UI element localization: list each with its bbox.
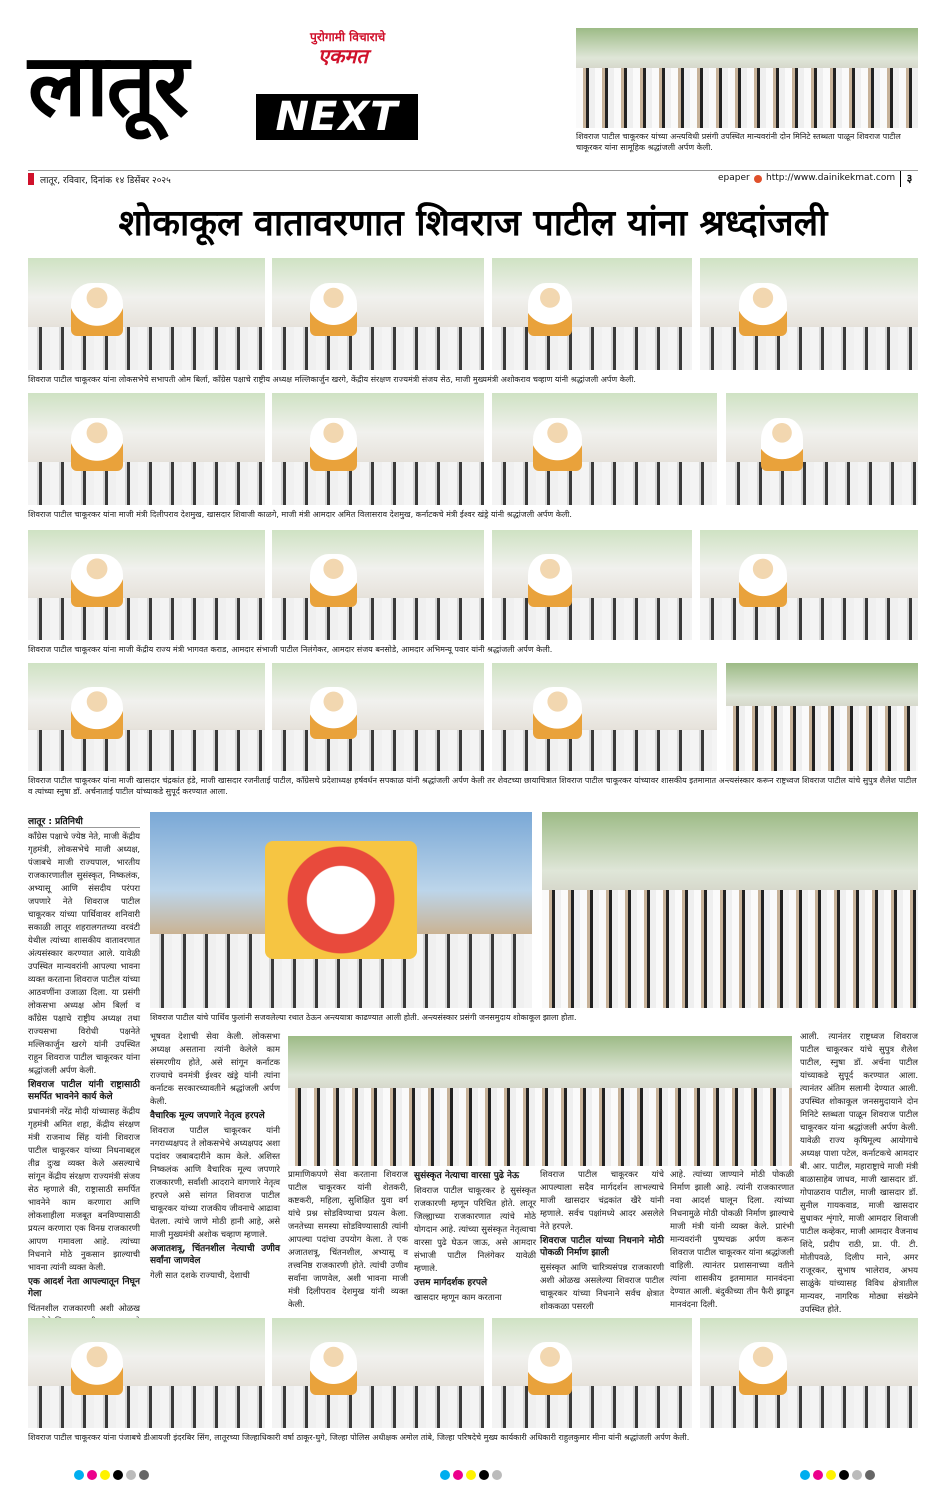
row2-caption: शिवराज पाटील चाकूरकर यांना माजी मंत्री दिलीपराव देशमुख, खासदार शिवाजी काळगे, माजी मंत्री आमदार अमित विलासराव देशमुख, कर्नाटकचे मंत्री ईश्वर खंड्रे यांनी श्रद्धांजली अर्पण केली. <box>28 510 572 519</box>
photo-r4-4 <box>726 663 918 771</box>
photo-r5-3 <box>492 1318 692 1428</box>
photo-r1-3 <box>492 258 692 370</box>
top-photo-mourners <box>576 28 918 128</box>
col6-text: आहे. त्यांच्या जाण्याने मोठी पोकळी निर्माण झाली आहे. त्यांनी राजकारणात नवा आदर्श घालून दिला. त्यांच्या निधनामुळे मोठी पोकळी निर्माण झाल्याचे माजी मंत्री यांनी व्यक्त केले. प्रारंभी मान्यवरांनी पुष्पचक्र अर्पण करून शिवराज पाटील चाकूरकर यांना श्रद्धांजली वाहिली. त्यानंतर प्रशासनाच्या वतीने त्यांना शासकीय इतमामात मानवंदना देण्यात आली. बंदुकीच्या तीन फैरी झाडून मानवंदना दिली. <box>670 1169 794 1309</box>
col4-subhead-1: सुसंस्कृत नेत्याचा वारसा पुढे नेऊ <box>414 1171 520 1181</box>
photo-r3-1 <box>28 530 265 640</box>
date-bar <box>28 170 918 186</box>
photo-r5-1 <box>28 1318 265 1428</box>
photo-r3-2 <box>272 530 484 640</box>
article-col-2 <box>150 1030 280 1280</box>
masthead <box>28 28 558 168</box>
photo-r4-2 <box>272 663 484 771</box>
photo-r3-4 <box>700 530 918 640</box>
col2-text-c: गेली सात दशके राज्याची, देशाची <box>150 1270 250 1280</box>
masthead-brand: एकमत <box>318 44 368 68</box>
registration-marks-right <box>800 1470 880 1482</box>
page-number: ३ <box>900 171 918 187</box>
photo-r5-4 <box>700 1318 918 1428</box>
date-bar-accent <box>28 173 34 185</box>
headline: शोकाकूल वातावरणात शिवराज पाटील यांना श्रध्दांजली <box>118 203 828 244</box>
article-col-6 <box>670 1168 794 1309</box>
photo-r1-2 <box>272 258 484 370</box>
row5-caption: शिवराज पाटील चाकूरकर यांना पंजाबचे डीआयजी इंदरबिर सिंग, लातूरच्या जिल्हाधिकारी वर्षा ठाकूर-घुगे, जिल्हा पोलिस अधीक्षक अमोल तांबे, जिल्हा परिषदेचे मुख्य कार्यकारी अधिकारी राहुलकुमार मीना यांनी श्रद्धांजली अर्पण केली. <box>28 1433 690 1442</box>
col4-text-b: खासदार म्हणून काम करताना <box>414 1292 502 1302</box>
masthead-tagline: पुरोगामी विचाराचे <box>310 30 386 44</box>
col1-subhead-1: शिवराज पाटील यांनी राष्ट्रासाठी समर्पित भावनेने कार्य केले <box>28 1080 140 1102</box>
photo-r1-1 <box>28 258 265 370</box>
article-dateline: लातूर : प्रतिनिधी <box>28 814 140 828</box>
col2-text-b: शिवराज पाटील चाकूरकर यांनी नगराध्यक्षपद ते लोकसभेचे अध्यक्षपद अशा पदांवर जबाबदारीने काम केले. अशिस्त निष्कलंक आणि वैचारिक मूल्य जपणारे राजकारणी, सर्वांशी आदराने वागणारे नेतृत्व हरपले असे सांगत शिवराज पाटील चाकूरकर यांच्या राजकीय जीवनाचे आढावा घेतला. त्यांचे जाणे मोठी हानी आहे, असे माजी मुख्यमंत्री अशोक चव्हाण म्हणाले. <box>150 1125 280 1239</box>
photo-crowd <box>542 812 918 1008</box>
col2-subhead-2: अजातशत्रू, चिंतनशील नेत्याची उणीव सर्वांना जाणवेल <box>150 1244 280 1266</box>
photo-r5-2 <box>272 1318 484 1428</box>
photo-r2-3 <box>492 393 717 505</box>
website-link[interactable]: http://www.dainikekmat.com <box>766 173 896 183</box>
date-line: लातूर, रविवार, दिनांक १४ डिसेंबर २०२५ <box>40 176 171 186</box>
col1-text-b: प्रधानमंत्री नरेंद्र मोदी यांच्यासह केंद्रीय गृहमंत्री अमित शहा, केंद्रीय संरक्षण मंत्री राजनाथ सिंह यांनी शिवराज पाटील चाकूरकर यांच्या निधनाबद्दल तीव्र दुःख व्यक्त केले असल्याचे सांगून केंद्रीय संरक्षण राज्यमंत्री संजय सेठ म्हणाले की, राष्ट्रासाठी समर्पित भावनेने काम करणारा आणि लोकशाहीला मजबूत बनविण्यासाठी प्रयत्न करणारा एक विनम्र राजकारणी आपण गमावला आहे. त्यांच्या निधनाने मोठे नुकसान झाल्याची भावना त्यांनी व्यक्त केली. <box>28 1106 140 1272</box>
row3-caption: शिवराज पाटील चाकूरकर यांना माजी केंद्रीय राज्य मंत्री भागवत कराड, आमदार संभाजी पाटील निलंगेकर, आमदार संजय बनसोडे, आमदार अभिमन्यू पवार यांनी श्रद्धांजली अर्पण केली. <box>28 645 553 654</box>
col5-text-b: सुसंस्कृत आणि चारित्र्यसंपन्न राजकारणी अशी ओळख असलेल्या शिवराज पाटील चाकूरकर यांच्या निधनाने सर्वच क्षेत्रात शोककळा पसरली <box>540 1262 664 1311</box>
photo-r2-2 <box>272 393 484 505</box>
col2-text-a: भूषवत देशाची सेवा केली. लोकसभा अध्यक्ष असताना त्यांनी केलेले काम संस्मरणीय होते, असे सांगून कर्नाटक राज्याचे वनमंत्री ईश्वर खंड्रे यांनी त्यांना कर्नाटक सरकारच्यावतीने श्रद्धांजली अर्पण केली. <box>150 1031 280 1106</box>
photo-procession <box>288 1036 792 1166</box>
article-col-3 <box>288 1168 408 1309</box>
photo-funeral-chariot <box>150 812 532 1008</box>
photo-r3-3 <box>492 530 692 640</box>
epaper-label: epaper <box>718 173 750 183</box>
col2-subhead-1: वैचारिक मूल्य जपणारे नेतृत्व हरपले <box>150 1111 265 1121</box>
photo-r1-4 <box>700 258 918 370</box>
masthead-city: लातूर <box>28 36 187 136</box>
col1-text-c: चिंतनशील राजकारणी अशी ओळख <box>28 1303 140 1313</box>
col7-text: आली. त्यानंतर राष्ट्रध्वज शिवराज पाटील चाकूरकर यांचे सुपुत्र शैलेश पाटील, स्नुषा डॉ. अर्चना पाटील यांच्याकडे सुपूर्द करण्यात आला. त्यानंतर अंतिम सलामी देण्यात आली. उपस्थित शोकाकूल जनसमुदायाने दोन मिनिटे स्तब्धता पाळून शिवराज पाटील चाकूरकर यांना श्रद्धांजली अर्पण केली. यावेळी राज्य कृषिमूल्य आयोगाचे अध्यक्ष पाशा पटेल, कर्नाटकचे आमदार बी. आर. पाटील, महाराष्ट्राचे माजी मंत्री बाळासाहेब जाधव, माजी खासदार डॉ. गोपाळराव पाटील, माजी खासदार डॉ. सुनील गायकवाड, माजी खासदार सुधाकर शृंगारे, माजी आमदार शिवाजी पाटील कव्हेकर, माजी आमदार वैजनाथ शिंदे, प्रदीप राठी, प्रा. पी. टी. मोतीपवळे, दिलीप माने, अमर राजूरकर, सुभाष भालेराव, अभय साळुंके यांच्यासह विविध क्षेत्रातील मान्यवर, नागरिक मोठ्या संख्येने उपस्थित होते. <box>800 1031 918 1314</box>
col1-subhead-2: एक आदर्श नेता आपल्यातून निघून गेला <box>28 1277 140 1299</box>
col3-text: प्रामाणिकपणे सेवा करताना शिवराज पाटील चाकूरकर यांनी शेतकरी, कष्टकरी, महिला, सुशिक्षित युवा वर्ग यांचे प्रश्न सोडविण्याचा प्रयत्न केला. जनतेच्या समस्या सोडविण्यासाठी त्यांनी आपल्या पदांचा उपयोग केला. ते एक अजातशत्रू, चिंतनशील, अभ्यासू व तत्त्वनिष्ठ राजकारणी होते. त्यांची उणीव सर्वांना जाणवेल, अशी भावना माजी मंत्री दिलीपराव देशमुख यांनी व्यक्त केली. <box>288 1169 408 1309</box>
photo-r2-4 <box>726 393 918 505</box>
row1-caption: शिवराज पाटील चाकूरकर यांना लोकसभेचे सभापती ओम बिर्ला, काँग्रेस पक्षाचे राष्ट्रीय अध्यक्ष मल्लिकार्जुन खरगे, केंद्रीय संरक्षण राज्यमंत्री संजय सेठ, माजी मुख्यमंत्री अशोकराव चव्हाण यांनी श्रद्धांजली अर्पण केली. <box>28 375 636 384</box>
article-col-1 <box>28 830 140 1313</box>
col1-text-a: काँग्रेस पक्षाचे ज्येष्ठ नेते, माजी केंद्रीय गृहमंत्री, लोकसभेचे माजी अध्यक्ष, पंजाबचे माजी राज्यपाल, भारतीय राजकारणातील सुसंस्कृत, निष्कलंक, अभ्यासू आणि संसदीय परंपरा जपणारे नेते शिवराज पाटील चाकूरकर यांच्या पार्थिवावर शनिवारी सकाळी लातूर शहरालगतच्या वरवंटी येथील त्यांच्या शासकीय वातावरणात अंत्यसंस्कार करण्यात आले. यावेळी उपस्थित मान्यवरांनी आपल्या भावना व्यक्त करताना शिवराज पाटील यांच्या आठवणींना उजाळा दिला. या प्रसंगी लोकसभा अध्यक्ष ओम बिर्ला व काँग्रेस पक्षाचे राष्ट्रीय अध्यक्ष तथा राज्यसभा विरोधी पक्षनेते मल्लिकार्जुन खरगे यांनी उपस्थित राहून शिवराज पाटील चाकूरकर यांना श्रद्धांजली अर्पण केली. <box>28 831 140 1075</box>
row4-caption: शिवराज पाटील चाकूरकर यांना माजी खासदार चंद्रकांत हंडे, माजी खासदार रजनीताई पाटील, काँग्रेसचे प्रदेशाध्यक्ष हर्षवर्धन सपकाळ यांनी श्रद्धांजली अर्पण केली तर शेवटच्या छायाचित्रात शिवराज पाटील चाकूरकर यांच्यावर शासकीय इतमामात अन्त्यसंस्कार करून राष्ट्रध्वज शिवराज पाटील यांचे सुपुत्र शैलेश पाटील व त्यांच्या स्नुषा डॉ. अर्चनाताई पाटील यांच्याकडे सुपूर्द करण्यात आला. <box>28 776 917 796</box>
photo-r4-1 <box>28 663 265 771</box>
col4-text-a: शिवराज पाटील चाकूरकर हे सुसंस्कृत राजकारणी म्हणून परिचित होते. लातूर जिल्ह्याच्या राजकारणात त्यांचे मोठे योगदान आहे. त्यांच्या सुसंस्कृत नेतृत्वाचा वारसा पुढे घेऊन जाऊ, असे आमदार संभाजी पाटील निलंगेकर यावेळी म्हणाले. <box>414 1185 536 1273</box>
photo-r2-1 <box>28 393 265 505</box>
photo-r4-3 <box>492 663 717 771</box>
middle-caption: शिवराज पाटील यांचे पार्थिव फुलांनी सजवलेल्या रथात ठेऊन अन्त्ययात्रा काढण्यात आली होती. अन्त्यसंस्कार प्रसंगी जनसमुदाय शोकाकूल झाला होता. <box>150 1013 577 1022</box>
registration-marks-left <box>74 1470 154 1482</box>
article-col-5 <box>540 1168 664 1311</box>
top-photo-caption: शिवराज पाटील चाकूरकर यांच्या अन्त्यविधी प्रसंगी उपस्थित मान्यवरांनी दोन मिनिटे स्तब्धता पाळून शिवराज पाटील चाकूरकर यांना सामूहिक श्रद्धांजली अर्पण केली. <box>576 132 901 152</box>
epaper-icon <box>754 175 762 183</box>
col4-subhead-2: उत्तम मार्गदर्शक हरपले <box>414 1278 488 1288</box>
col5-text-a: शिवराज पाटील चाकूरकर यांचे आपल्याला सदैव मार्गदर्शन लाभल्याचे माजी खासदार चंद्रकांत खैरे यांनी म्हणाले. सर्वच पक्षांमध्ये आदर असलेले नेते हरपले. <box>540 1169 664 1231</box>
col5-subhead-1: शिवराज पाटील यांच्या निधनाने मोठी पोकळी निर्माण झाली <box>540 1236 664 1258</box>
article-col-4 <box>414 1168 536 1302</box>
registration-marks-center <box>440 1470 520 1482</box>
masthead-next-logo: NEXT <box>256 94 418 140</box>
article-col-7 <box>800 1030 918 1314</box>
